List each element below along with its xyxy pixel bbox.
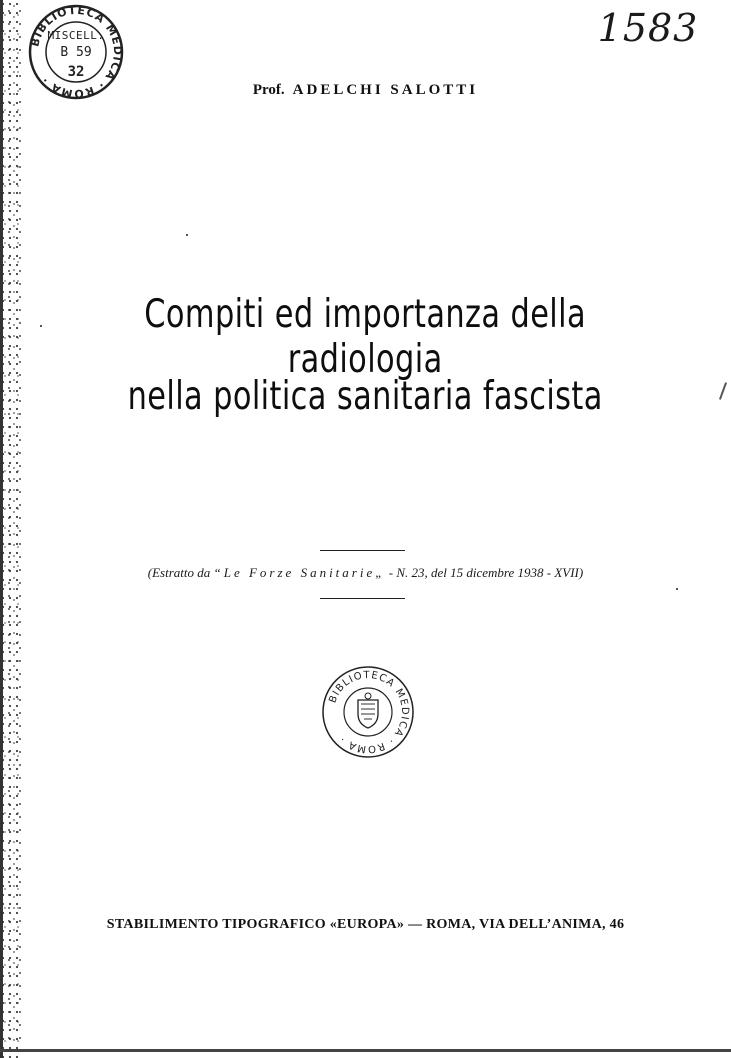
extract-prefix: (Estratto da — [147, 565, 214, 580]
svg-text:BIBLIOTECA MEDICA · ROMA · — [327, 670, 410, 754]
stamp-top-line2: B 59 — [60, 45, 92, 60]
page-edge-shadow — [0, 0, 22, 1058]
title-line-2: nella politica sanitaria fascista — [127, 374, 603, 419]
paper-speck — [719, 382, 727, 400]
paper-speck — [676, 588, 678, 590]
page-bottom-edge — [0, 1049, 731, 1052]
extract-journal: “Le Forze Sanitarie„ — [213, 565, 386, 580]
stamp-top-line3: 32 — [67, 64, 85, 80]
stamp-top-ring-text: BIBLIOTECA MEDICA · ROMA · — [28, 3, 125, 101]
stamp-seal-icon — [318, 662, 418, 762]
publisher-line: STABILIMENTO TIPOGRAFICO «EUROPA» — ROMA, VIA DELL’ANIMA, 46 — [106, 917, 625, 932]
library-stamp-center — [318, 662, 418, 762]
stamp-top-line1: MISCELL. — [47, 29, 105, 42]
paper-speck — [40, 325, 42, 327]
title-line-1: Compiti ed importanza della radiologia — [144, 292, 587, 382]
stamp-center-ring-text: BIBLIOTECA MEDICA · ROMA · — [327, 669, 411, 755]
extract-citation — [0, 565, 731, 581]
paper-speck — [186, 234, 188, 236]
divider-bottom — [320, 598, 405, 599]
handwritten-number: 1583 — [597, 6, 699, 50]
extract-details: - N. 23, del 15 dicembre 1938 - XVII) — [385, 565, 584, 580]
page-edge-line — [0, 0, 3, 1058]
divider-top — [320, 550, 405, 551]
author-line — [0, 82, 731, 99]
author-prefix: Prof. — [252, 82, 285, 98]
author-name: ADELCHI SALOTTI — [292, 82, 479, 98]
